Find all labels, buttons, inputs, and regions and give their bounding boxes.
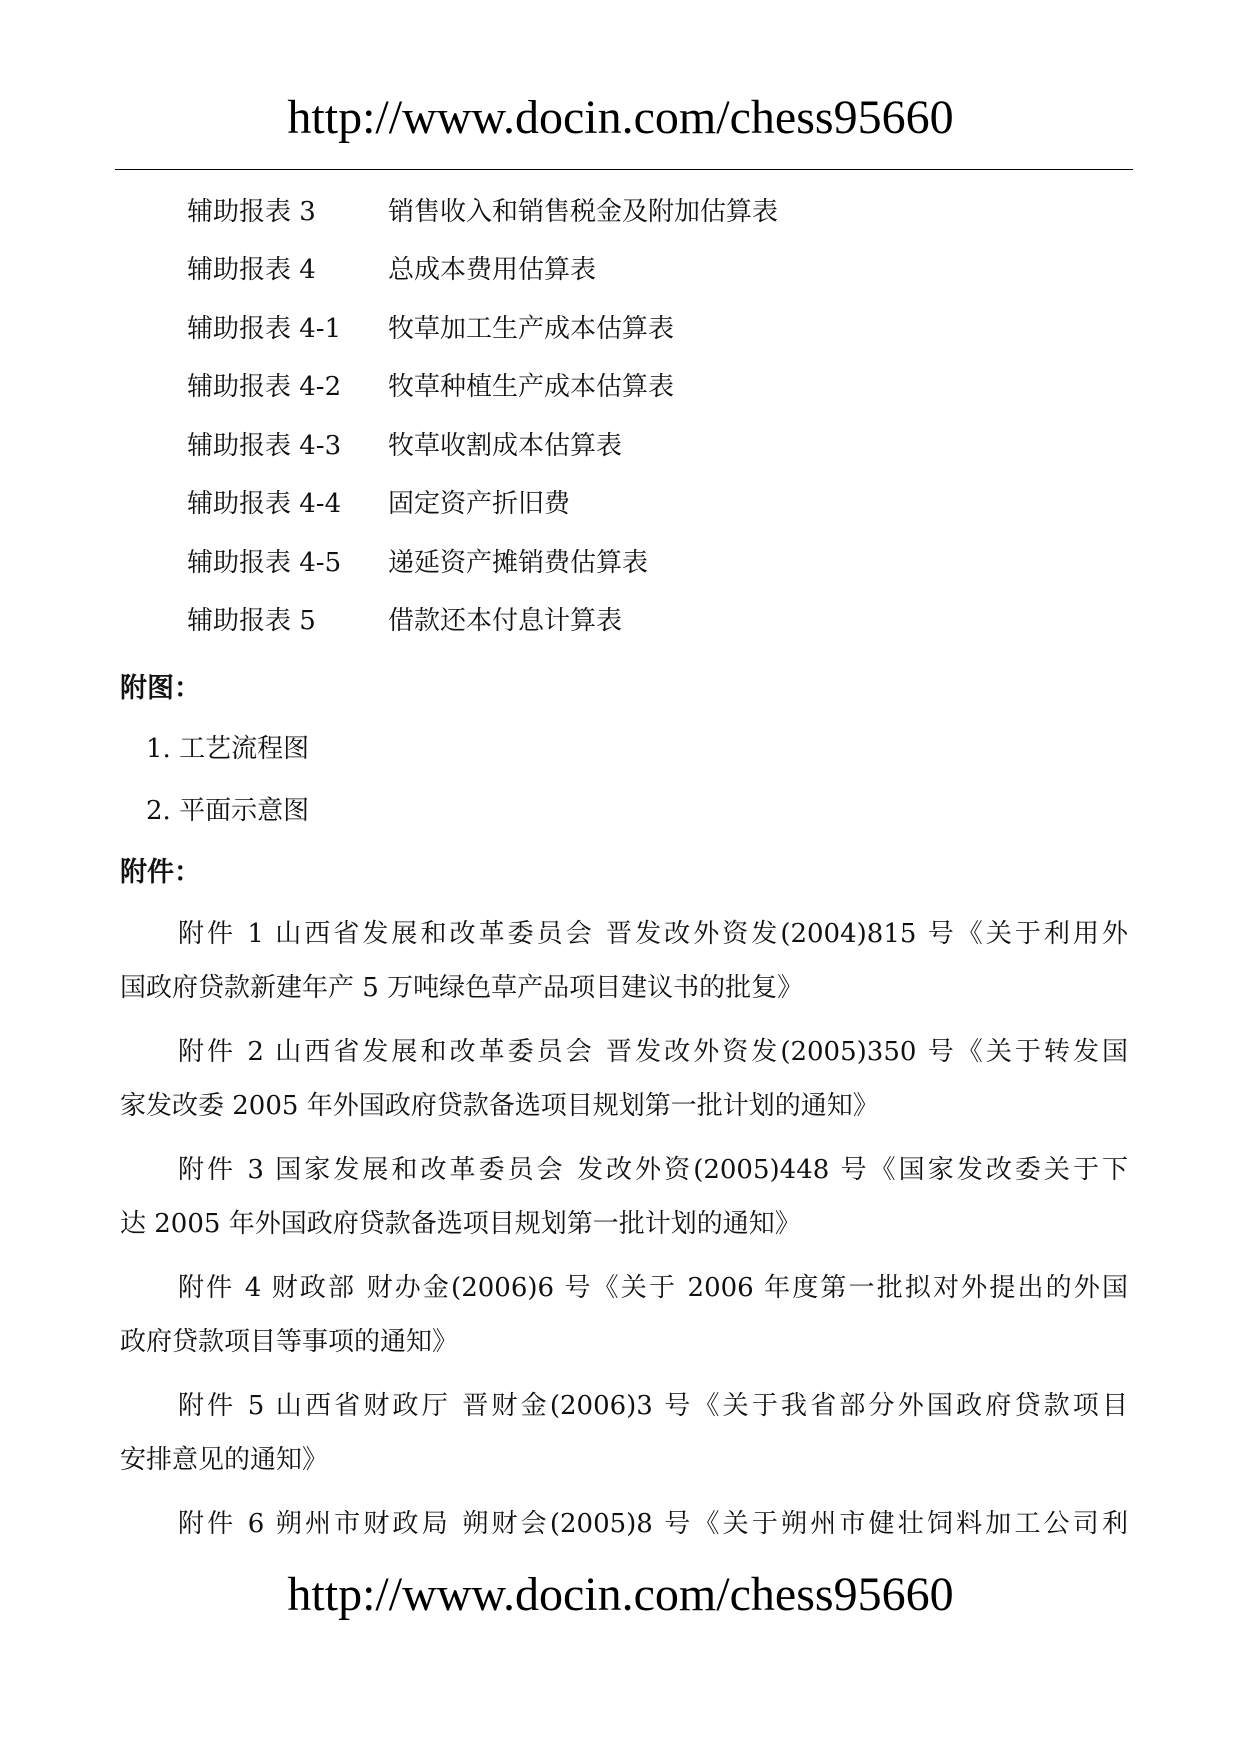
report-row <box>187 180 1087 239</box>
report-row <box>187 356 1087 415</box>
report-title: 牧草加工生产成本估算表 <box>388 313 675 344</box>
attachment-item <box>120 1497 1128 1551</box>
report-code: 辅助报表 3 <box>187 196 316 227</box>
attachment-line: 附件 1 山西省发展和改革委员会 晋发改外资发(2004)815 号《关于利用外 <box>178 919 1128 949</box>
attachment-line: 附件 6 朔州市财政局 朔财会(2005)8 号《关于朔州市健壮饲料加工公司利 <box>178 1509 1128 1539</box>
report-code: 辅助报表 4-4 <box>187 489 342 520</box>
report-title: 销售收入和销售税金及附加估算表 <box>388 196 779 227</box>
auxiliary-report-list <box>187 180 1087 648</box>
attachment-line: 达 2005 年外国政府贷款备选项目规划第一批计划的通知》 <box>120 1209 801 1239</box>
attachment-line: 政府贷款项目等事项的通知》 <box>120 1327 459 1357</box>
report-title: 固定资产折旧费 <box>388 489 571 520</box>
report-row <box>187 239 1087 298</box>
footer-url: http://www.docin.com/chess95660 <box>287 1568 954 1621</box>
report-code: 辅助报表 4-1 <box>187 313 342 344</box>
report-title: 递延资产摊销费估算表 <box>388 547 649 578</box>
report-title: 牧草种植生产成本估算表 <box>388 372 675 403</box>
report-code: 辅助报表 4-2 <box>187 372 342 403</box>
report-title: 借款还本付息计算表 <box>388 606 623 637</box>
report-row <box>187 590 1087 649</box>
attachment-item <box>120 1379 1128 1487</box>
attachment-line: 附件 5 山西省财政厅 晋财金(2006)3 号《关于我省部分外国政府贷款项目 <box>178 1391 1128 1421</box>
attachment-item <box>120 907 1128 1015</box>
report-code: 辅助报表 4-5 <box>187 547 342 578</box>
attachment-item <box>120 1025 1128 1133</box>
report-code: 辅助报表 4 <box>187 255 316 286</box>
report-row <box>187 473 1087 532</box>
attachment-line: 附件 3 国家发展和改革委员会 发改外资(2005)448 号《国家发改委关于下 <box>178 1155 1128 1185</box>
attachment-item <box>120 1143 1128 1251</box>
figures-heading: 附图： <box>120 673 201 704</box>
figure-item: 2. 平面示意图 <box>146 796 310 826</box>
report-row <box>187 531 1087 590</box>
attachment-line: 附件 2 山西省发展和改革委员会 晋发改外资发(2005)350 号《关于转发国 <box>178 1037 1128 1067</box>
report-code: 辅助报表 5 <box>187 606 316 637</box>
header-url: http://www.docin.com/chess95660 <box>287 91 954 144</box>
header-divider <box>115 169 1133 170</box>
report-code: 辅助报表 4-3 <box>187 430 342 461</box>
figure-item: 1. 工艺流程图 <box>146 734 310 764</box>
report-row <box>187 297 1087 356</box>
report-title: 牧草收割成本估算表 <box>388 430 623 461</box>
report-row <box>187 414 1087 473</box>
attachment-line: 附件 4 财政部 财办金(2006)6 号《关于 2006 年度第一批拟对外提出的外国 <box>178 1273 1128 1303</box>
attachment-line: 国政府贷款新建年产 5 万吨绿色草产品项目建议书的批复》 <box>120 973 804 1003</box>
report-title: 总成本费用估算表 <box>388 255 597 286</box>
attachments-heading: 附件： <box>120 857 201 888</box>
attachment-line: 家发改委 2005 年外国政府贷款备选项目规划第一批计划的通知》 <box>120 1091 879 1121</box>
attachment-item <box>120 1261 1128 1369</box>
attachment-line: 安排意见的通知》 <box>120 1445 329 1475</box>
